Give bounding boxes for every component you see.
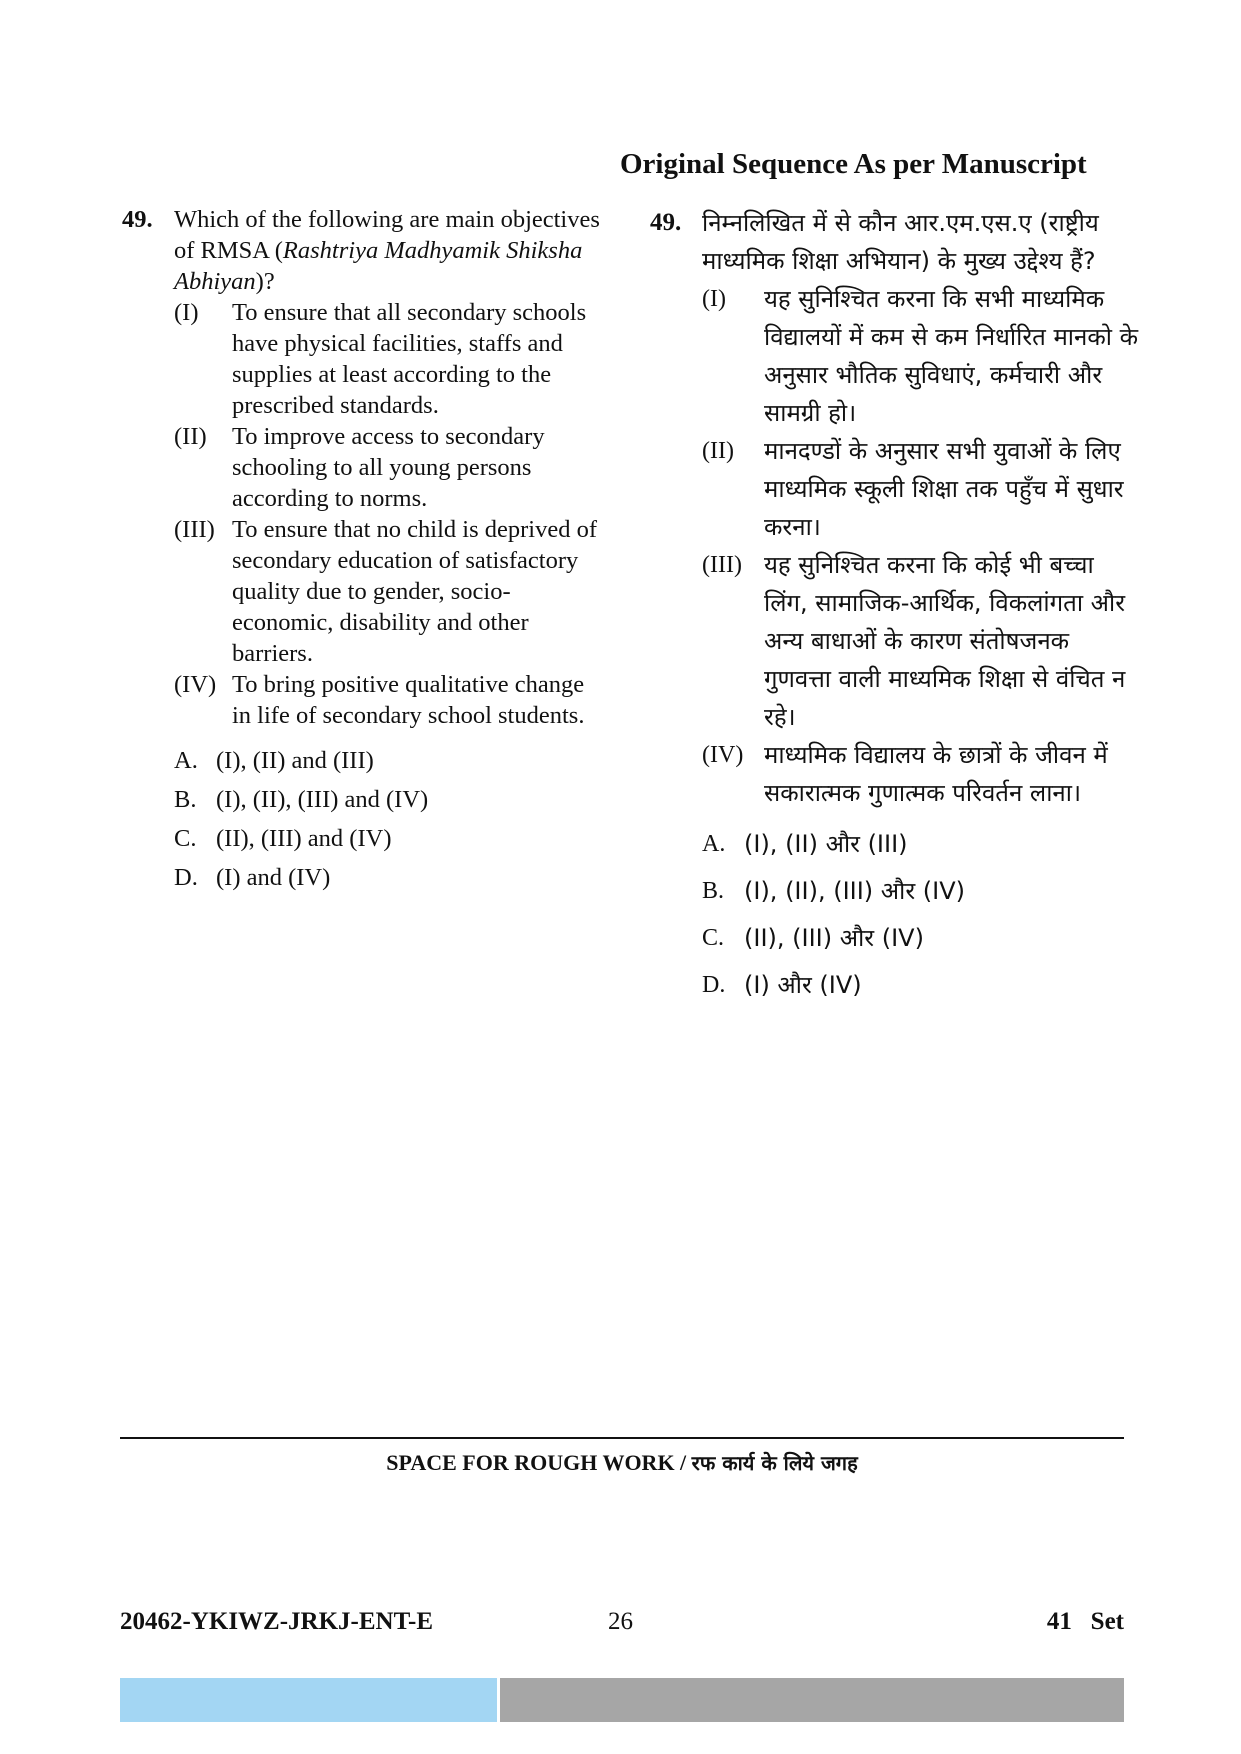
statement-item <box>702 280 1140 432</box>
statement-item <box>702 546 1140 736</box>
question-text: निम्नलिखित में से कौन आर.एम.एस.ए (राष्ट्रीय माध्यमिक शिक्षा अभियान) के मुख्य उद्देश्य हैं? <box>702 209 1099 275</box>
hindi-question-block <box>650 204 1140 1008</box>
english-question-block <box>122 204 602 897</box>
option-label: D. <box>702 971 726 998</box>
statement-text: यह सुनिश्चित करना कि कोई भी बच्चा लिंग, सामाजिक-आर्थिक, विकलांगता और अन्य बाधाओं के कारण संतोषजनक गुणवत्ता वाली माध्यमिक शिक्षा से वंचित न रहे। <box>764 551 1126 731</box>
option-label: C. <box>702 924 725 951</box>
question-text-part: Which of the following are main objectives of RMSA ( <box>174 206 600 264</box>
question-text-italic: Rashtriya Madhyamik Shiksha Abhiyan <box>174 237 583 295</box>
option-text: (II), (III) and (IV) <box>216 825 392 852</box>
statement-label: (II) <box>702 438 734 464</box>
option-label: D. <box>174 864 198 891</box>
footer-page-number: 26 <box>608 1608 633 1635</box>
hindi-question <box>650 204 1140 280</box>
question-text-part: )? <box>255 268 275 295</box>
question-text <box>174 204 602 297</box>
statement-item <box>702 736 1140 812</box>
question-number: 49. <box>650 209 682 236</box>
option-label: A. <box>174 747 198 774</box>
answer-option-b <box>702 867 1140 914</box>
option-text: (II), (III) और (IV) <box>744 923 924 952</box>
statement-label: (III) <box>174 516 215 543</box>
statement-text: माध्यमिक विद्यालय के छात्रों के जीवन में सकारात्मक गुणात्मक परिवर्तन लाना। <box>764 741 1108 807</box>
option-text: (I), (II) और (III) <box>744 829 908 858</box>
rough-work-label <box>120 1449 1124 1476</box>
question-number: 49. <box>122 206 153 233</box>
answer-option-d <box>174 858 602 897</box>
option-text: (I), (II), (III) और (IV) <box>744 876 966 905</box>
rough-work-divider <box>120 1437 1124 1439</box>
statement-label: (IV) <box>702 742 744 768</box>
statement-list <box>702 280 1140 812</box>
statement-label: (II) <box>174 423 207 450</box>
statement-label: (III) <box>702 552 742 578</box>
option-text: (I) and (IV) <box>216 864 331 891</box>
english-question <box>122 204 602 297</box>
footer-booklet-code: 20462-YKIWZ-JRKJ-ENT-E <box>120 1608 433 1635</box>
statement-text: मानदण्डों के अनुसार सभी युवाओं के लिए माध्यमिक स्कूली शिक्षा तक पहुँच में सुधार करना। <box>764 437 1124 541</box>
statement-item <box>174 421 602 514</box>
answer-option-c <box>702 914 1140 961</box>
rough-work-label-english: SPACE FOR ROUGH WORK / <box>386 1450 692 1475</box>
option-text: (I), (II), (III) and (IV) <box>216 786 429 813</box>
answer-option-c <box>174 819 602 858</box>
option-label: B. <box>702 877 725 904</box>
footer-set-text: 41 Set <box>1046 1608 1124 1635</box>
option-text: (I) और (IV) <box>744 970 862 999</box>
footer-bar-blue <box>120 1678 497 1722</box>
statement-label: (IV) <box>174 671 217 698</box>
statement-item <box>174 297 602 421</box>
answer-options <box>702 820 1140 1008</box>
option-label: C. <box>174 825 197 852</box>
option-label: B. <box>174 786 197 813</box>
statement-text: To improve access to secondary schooling to all young persons according to norms. <box>232 423 545 512</box>
footer-set-label <box>1047 1608 1124 1636</box>
statement-text: यह सुनिश्चित करना कि सभी माध्यमिक विद्यालयों में कम से कम निर्धारित मानको के अनुसार भौतिक सुविधाएं, कर्मचारी और सामग्री हो। <box>764 285 1139 427</box>
statement-label: (I) <box>702 286 726 312</box>
page-header-title: Original Sequence As per Manuscript <box>620 148 1087 180</box>
answer-option-d <box>702 961 1140 1008</box>
statement-item <box>702 432 1140 546</box>
statement-text: To bring positive qualitative change in life of secondary school students. <box>232 671 585 729</box>
answer-option-a <box>702 820 1140 867</box>
statement-item <box>174 514 602 669</box>
statement-item <box>174 669 602 731</box>
option-label: A. <box>702 830 726 857</box>
statement-text: To ensure that all secondary schools have physical facilities, staffs and supplies at least according to the prescribed standards. <box>232 299 587 419</box>
statement-list <box>174 297 602 731</box>
answer-options <box>174 741 602 897</box>
rough-work-label-hindi: रफ कार्य के लिये जगह <box>691 1451 858 1475</box>
answer-option-a <box>174 741 602 780</box>
footer-bar-gray <box>500 1678 1124 1722</box>
statement-label: (I) <box>174 299 199 326</box>
statement-text: To ensure that no child is deprived of secondary education of satisfactory quality due to gender, socio-economic, disability and other barriers. <box>232 516 598 667</box>
answer-option-b <box>174 780 602 819</box>
option-text: (I), (II) and (III) <box>216 747 374 774</box>
